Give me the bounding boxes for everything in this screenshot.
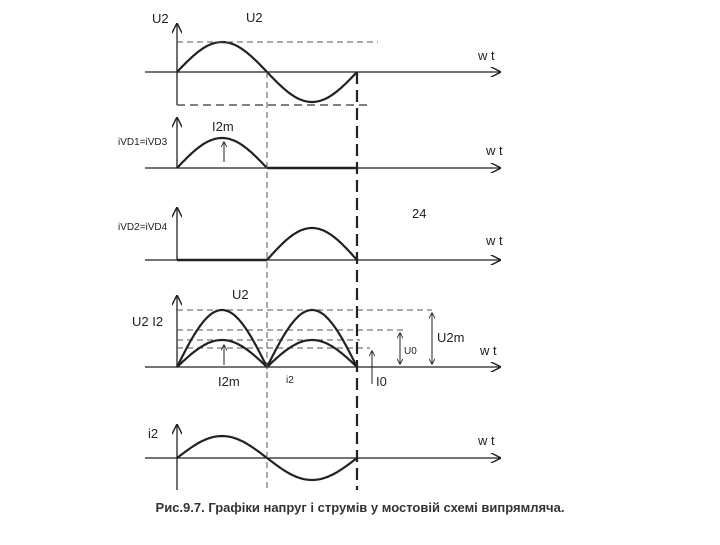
p3-axis-label: iVD2=iVD4	[118, 222, 168, 233]
page-number: 24	[412, 206, 427, 221]
p2-peak-label: I2m	[212, 119, 234, 134]
p3-current-curve	[267, 228, 357, 260]
p4-i0-label: I0	[376, 374, 387, 389]
p5-wt-label: w t	[478, 433, 495, 448]
p4-u2-curve	[177, 310, 357, 367]
p4-wt-label: w t	[480, 343, 497, 358]
p4-curve-label: U2	[232, 287, 249, 302]
panel-rectified	[132, 287, 500, 389]
p4-u0-label: U0	[404, 346, 417, 357]
p3-wt-label: w t	[486, 233, 503, 248]
p2-wt-label: w t	[486, 143, 503, 158]
p2-axis-label: iVD1=iVD3	[118, 137, 168, 148]
p1-wt-label: w t	[478, 48, 495, 63]
p4-u2m-label: U2m	[437, 330, 465, 345]
p1-curve-label: U2	[246, 10, 263, 25]
panel-u2	[145, 10, 500, 105]
panel-i2	[145, 425, 500, 490]
p4-axis-label: U2 I2	[132, 314, 164, 329]
figure-caption: Рис.9.7. Графіки напруг і струмів у мостовій схемі випрямляча.	[155, 500, 565, 515]
panel-ivd1	[118, 118, 503, 168]
p5-axis-label: i2	[148, 426, 159, 441]
panel-ivd2	[118, 206, 503, 260]
p4-i2-label: i2	[286, 375, 294, 386]
p2-current-curve	[177, 138, 267, 168]
p4-i2m-label: I2m	[218, 374, 240, 389]
p1-axis-label: U2	[152, 11, 169, 26]
